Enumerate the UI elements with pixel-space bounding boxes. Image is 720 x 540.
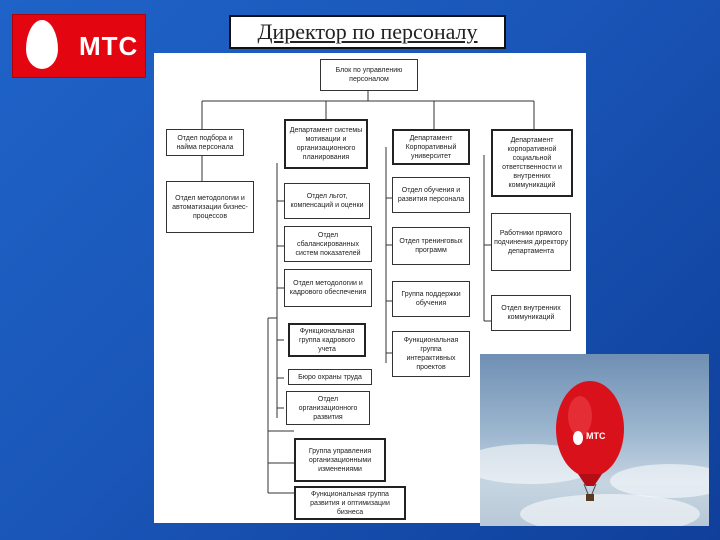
org-col2-box: Отдел организационного развития bbox=[286, 391, 370, 425]
org-col3-box: Отдел обучения и развития персонала bbox=[392, 177, 470, 213]
egg-icon bbox=[26, 20, 58, 69]
org-col2-box: Группа управления организационными изменениями bbox=[294, 438, 386, 482]
org-left-top-box: Отдел подбора и найма персонала bbox=[166, 129, 244, 156]
org-root-box: Блок по управлению персоналом bbox=[320, 59, 418, 91]
org-col2-box: Функциональная группа развития и оптимизации бизнеса bbox=[294, 486, 406, 520]
org-col4-box: Отдел внутренних коммуникаций bbox=[491, 295, 571, 331]
org-col2-box: Бюро охраны труда bbox=[288, 369, 372, 385]
org-col2-box: Отдел методологии и кадрового обеспечения bbox=[284, 269, 372, 307]
page-title: Директор по персоналу bbox=[229, 15, 506, 49]
org-col2-box: Отдел сбалансированных систем показателей bbox=[284, 226, 372, 262]
org-col3-box: Отдел тренинговых программ bbox=[392, 227, 470, 265]
logo-text: МТС bbox=[79, 31, 139, 61]
org-col4-box: Работники прямого подчинения директору департамента bbox=[491, 213, 571, 271]
org-col3-box: Группа поддержки обучения bbox=[392, 281, 470, 317]
org-col2-box: Департамент системы мотивации и организационного планирования bbox=[284, 119, 368, 169]
balloon-logo-text: МТС bbox=[586, 431, 606, 441]
org-col2-box: Отдел льгот, компенсаций и оценки bbox=[284, 183, 370, 219]
org-left-second-box: Отдел методологии и автоматизации бизнес-процессов bbox=[166, 181, 254, 233]
org-col2-box: Функциональная группа кадрового учета bbox=[288, 323, 366, 357]
org-col4-box: Департамент корпоративной социальной ответственности и внутренних коммуникаций bbox=[491, 129, 573, 197]
mts-logo bbox=[12, 14, 146, 78]
org-col3-box: Функциональная группа интерактивных проектов bbox=[392, 331, 470, 377]
balloon-photo bbox=[480, 354, 709, 526]
org-col3-box: Департамент Корпоративный университет bbox=[392, 129, 470, 165]
